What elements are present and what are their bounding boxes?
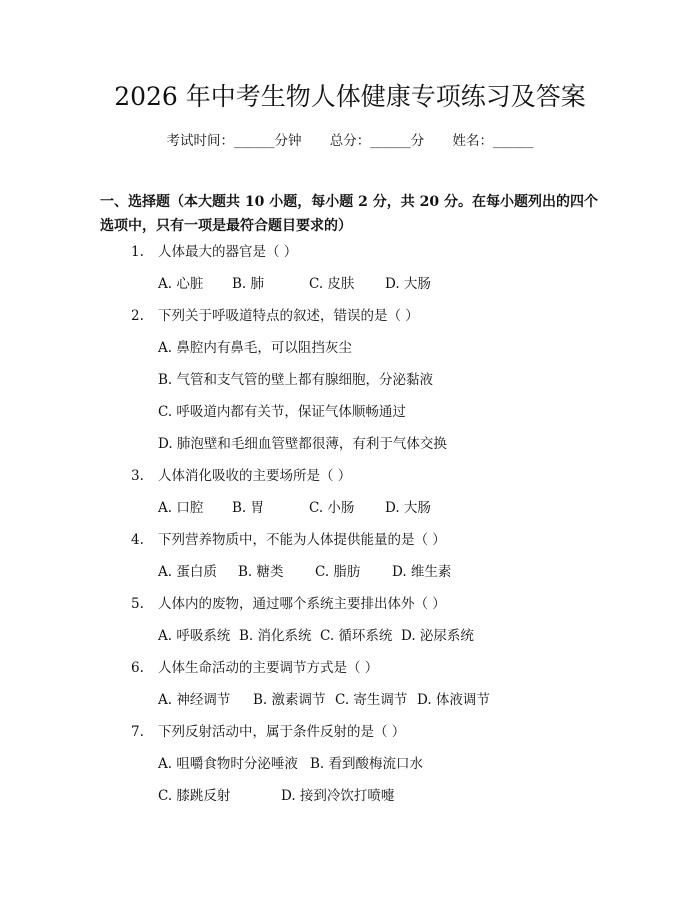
question-7 — [131, 722, 405, 742]
option-d: D. 大肠 — [385, 500, 431, 516]
option-b: B. 激素调节 — [253, 692, 326, 708]
question-6-options — [158, 690, 490, 710]
option-b: B. 看到酸梅流口水 — [310, 756, 424, 772]
student-name-field: 姓名：______ — [452, 133, 534, 149]
option-a: A. 口腔 — [158, 500, 204, 516]
option-c: C. 脂肪 — [315, 564, 361, 580]
question-5 — [131, 594, 446, 614]
exam-time-field: 考试时间：______分钟 — [166, 133, 302, 149]
option-a: A. 蛋白质 — [158, 564, 217, 580]
option-b: B. 消化系统 — [239, 628, 312, 644]
option-d: D. 大肠 — [385, 276, 431, 292]
question-text: 下列关于呼吸道特点的叙述，错误的是（ ） — [158, 308, 419, 324]
option-b: B. 肺 — [232, 276, 265, 292]
question-1-options — [158, 274, 431, 294]
question-1 — [131, 242, 297, 262]
option-b: B. 糖类 — [238, 564, 284, 580]
question-4-options — [158, 562, 451, 582]
question-3 — [131, 466, 351, 486]
option-d: D. 维生素 — [392, 564, 452, 580]
question-text: 下列营养物质中，不能为人体提供能量的是（ ） — [158, 532, 446, 548]
question-number: 1. — [131, 244, 144, 260]
question-text: 人体最大的器官是（ ） — [158, 244, 298, 260]
option-c: C. 循环系统 — [320, 628, 393, 644]
question-7-options-row2 — [158, 786, 394, 806]
option-d: D. 接到冷饮打喷嚏 — [281, 788, 395, 804]
option-a: A. 呼吸系统 — [158, 628, 231, 644]
question-text: 下列反射活动中，属于条件反射的是（ ） — [158, 724, 406, 740]
question-text: 人体生命活动的主要调节方式是（ ） — [158, 660, 379, 676]
option-c: C. 膝跳反射 — [158, 788, 231, 804]
question-2-option-c: C. 呼吸道内都有关节，保证气体顺畅通过 — [158, 404, 406, 420]
question-7-options-row1 — [158, 754, 423, 774]
question-4 — [131, 530, 446, 550]
question-number: 3. — [131, 468, 144, 484]
question-2-option-b: B. 气管和支气管的壁上都有腺细胞，分泌黏液 — [158, 372, 434, 388]
page-title: 2026 年中考生物人体健康专项练习及答案 — [114, 82, 586, 111]
question-text: 人体消化吸收的主要场所是（ ） — [158, 468, 352, 484]
question-text: 人体内的废物，通过哪个系统主要排出体外（ ） — [158, 596, 446, 612]
question-5-options — [158, 626, 474, 646]
section-heading: 一、选择题（本大题共 10 小题，每小题 2 分，共 20 分。在每小题列出的四个选项中，只有一项是最符合题目要求的） — [100, 194, 598, 234]
option-a: A. 咀嚼食物时分泌唾液 — [158, 756, 298, 772]
exam-info-line — [0, 131, 700, 151]
question-2-option-a: A. 鼻腔内有鼻毛，可以阻挡灰尘 — [158, 340, 352, 356]
question-3-options — [158, 498, 431, 518]
question-number: 7. — [131, 724, 144, 740]
option-a: A. 心脏 — [158, 276, 204, 292]
option-d: D. 体液调节 — [417, 692, 490, 708]
question-2-option-d: D. 肺泡壁和毛细血管壁都很薄，有利于气体交换 — [158, 436, 447, 452]
option-d: D. 泌尿系统 — [401, 628, 474, 644]
total-score-field: 总分：______分 — [329, 133, 425, 149]
question-number: 5. — [131, 596, 144, 612]
question-6 — [131, 658, 378, 678]
option-a: A. 神经调节 — [158, 692, 231, 708]
option-c: C. 寄生调节 — [335, 692, 408, 708]
option-b: B. 胃 — [232, 500, 265, 516]
question-number: 6. — [131, 660, 144, 676]
question-number: 2. — [131, 308, 144, 324]
question-2 — [131, 306, 419, 326]
question-number: 4. — [131, 532, 144, 548]
option-c: C. 皮肤 — [309, 276, 355, 292]
option-c: C. 小肠 — [309, 500, 355, 516]
